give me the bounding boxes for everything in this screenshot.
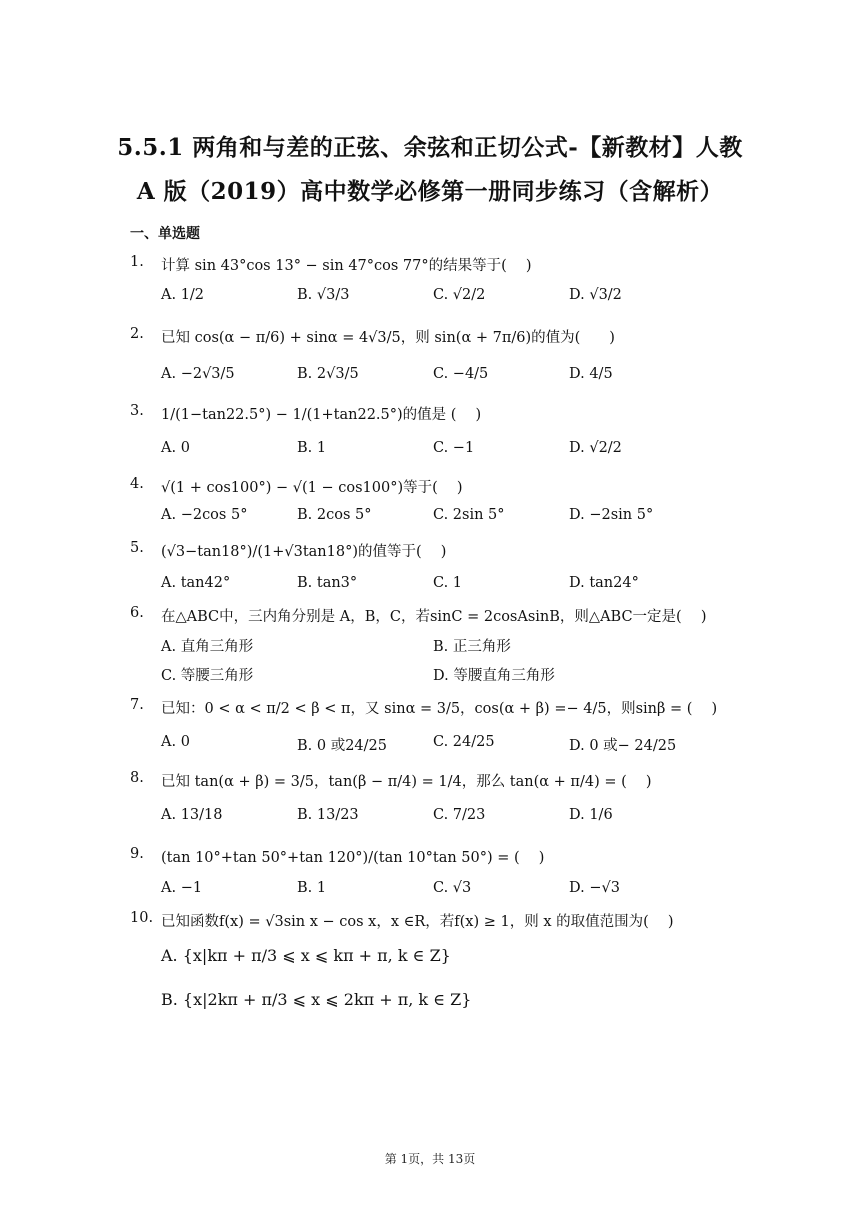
question-number: 10. <box>130 910 154 926</box>
option-a: A. tan42° <box>161 575 231 591</box>
option-d: D. √2/2 <box>569 440 622 456</box>
option-d: D. √3/2 <box>569 287 622 303</box>
option-b: B. 2√3/5 <box>297 366 359 382</box>
document-title-line-1: 5.5.1 两角和与差的正弦、余弦和正切公式-【新教材】人教 <box>117 134 743 161</box>
option-c: C. 等腰三角形 <box>161 668 254 684</box>
question-stem: 已知 tan(α + β) = 3/5，tan(β − π/4) = 1/4，那么 tan(α + π/4) = ( ) <box>161 774 652 790</box>
option-a: A. 0 <box>161 440 190 456</box>
question-stem: 已知函数f(x) = √3sin x − cos x，x ∈R，若f(x) ≥ 1，则 x 的取值范围为( ) <box>161 914 674 930</box>
question-stem: 计算 sin 43°cos 13° − sin 47°cos 77°的结果等于( ) <box>161 258 532 274</box>
question-stem: (tan 10°+tan 50°+tan 120°)/(tan 10°tan 50°) = ( ) <box>161 850 545 866</box>
question-number: 4. <box>130 476 144 492</box>
option-d: D. tan24° <box>569 575 639 591</box>
option-b: B. 0 或24/25 <box>297 738 387 754</box>
option-a: A. 1/2 <box>161 287 205 303</box>
option-d: D. 1/6 <box>569 807 613 823</box>
option-d: D. 0 或− 24/25 <box>569 738 677 754</box>
section-heading: 一、单选题 <box>130 226 200 242</box>
option-a: A. {x|kπ + π/3 ⩽ x ⩽ kπ + π, k ∈ Z} <box>161 946 451 965</box>
document-title-line-2: A 版（2019）高中数学必修第一册同步练习（含解析） <box>136 178 724 205</box>
option-c: C. 24/25 <box>433 734 495 750</box>
option-b: B. {x|2kπ + π/3 ⩽ x ⩽ 2kπ + π, k ∈ Z} <box>161 990 472 1009</box>
question-number: 7. <box>130 697 144 713</box>
page-footer: 第 1页，共 13页 <box>384 1152 476 1166</box>
question-number: 9. <box>130 846 144 862</box>
question-number: 8. <box>130 770 144 786</box>
option-b: B. 13/23 <box>297 807 359 823</box>
option-a: A. 0 <box>161 734 190 750</box>
option-d: D. 4/5 <box>569 366 613 382</box>
option-c: C. 1 <box>433 575 463 591</box>
question-stem: 已知 cos(α − π/6) + sinα = 4√3/5，则 sin(α + 7π/6)的值为( ) <box>161 330 615 346</box>
question-stem: 在△ABC中，三内角分别是 A，B，C，若sinC = 2cosAsinB，则△ABC一定是( ) <box>161 609 707 625</box>
option-b: B. √3/3 <box>297 287 350 303</box>
question-stem: √(1 + cos100°) − √(1 − cos100°)等于( ) <box>161 480 463 496</box>
option-c: C. 7/23 <box>433 807 486 823</box>
option-c: C. −4/5 <box>433 366 489 382</box>
option-b: B. 2cos 5° <box>297 507 372 523</box>
option-a: A. −1 <box>161 880 203 896</box>
question-number: 3. <box>130 403 144 419</box>
option-a: A. 直角三角形 <box>161 639 254 655</box>
question-stem: 1/(1−tan22.5°) − 1/(1+tan22.5°)的值是 ( ) <box>161 407 482 423</box>
option-a: A. 13/18 <box>161 807 223 823</box>
question-stem: (√3−tan18°)/(1+√3tan18°)的值等于( ) <box>161 544 447 560</box>
option-b: B. 正三角形 <box>433 639 511 655</box>
option-b: B. 1 <box>297 880 327 896</box>
option-b: B. 1 <box>297 440 327 456</box>
option-a: A. −2cos 5° <box>161 507 248 523</box>
option-c: C. −1 <box>433 440 475 456</box>
option-d: D. 等腰直角三角形 <box>433 668 555 684</box>
option-d: D. −2sin 5° <box>569 507 654 523</box>
question-number: 1. <box>130 254 144 270</box>
option-c: C. 2sin 5° <box>433 507 505 523</box>
question-number: 2. <box>130 326 144 342</box>
option-d: D. −√3 <box>569 880 620 896</box>
option-a: A. −2√3/5 <box>161 366 235 382</box>
question-stem: 已知：0 < α < π/2 < β < π，又 sinα = 3/5，cos(α + β) =− 4/5，则sinβ = ( ) <box>161 701 718 717</box>
question-number: 5. <box>130 540 144 556</box>
option-b: B. tan3° <box>297 575 358 591</box>
question-number: 6. <box>130 605 144 621</box>
option-c: C. √3 <box>433 880 472 896</box>
option-c: C. √2/2 <box>433 287 486 303</box>
